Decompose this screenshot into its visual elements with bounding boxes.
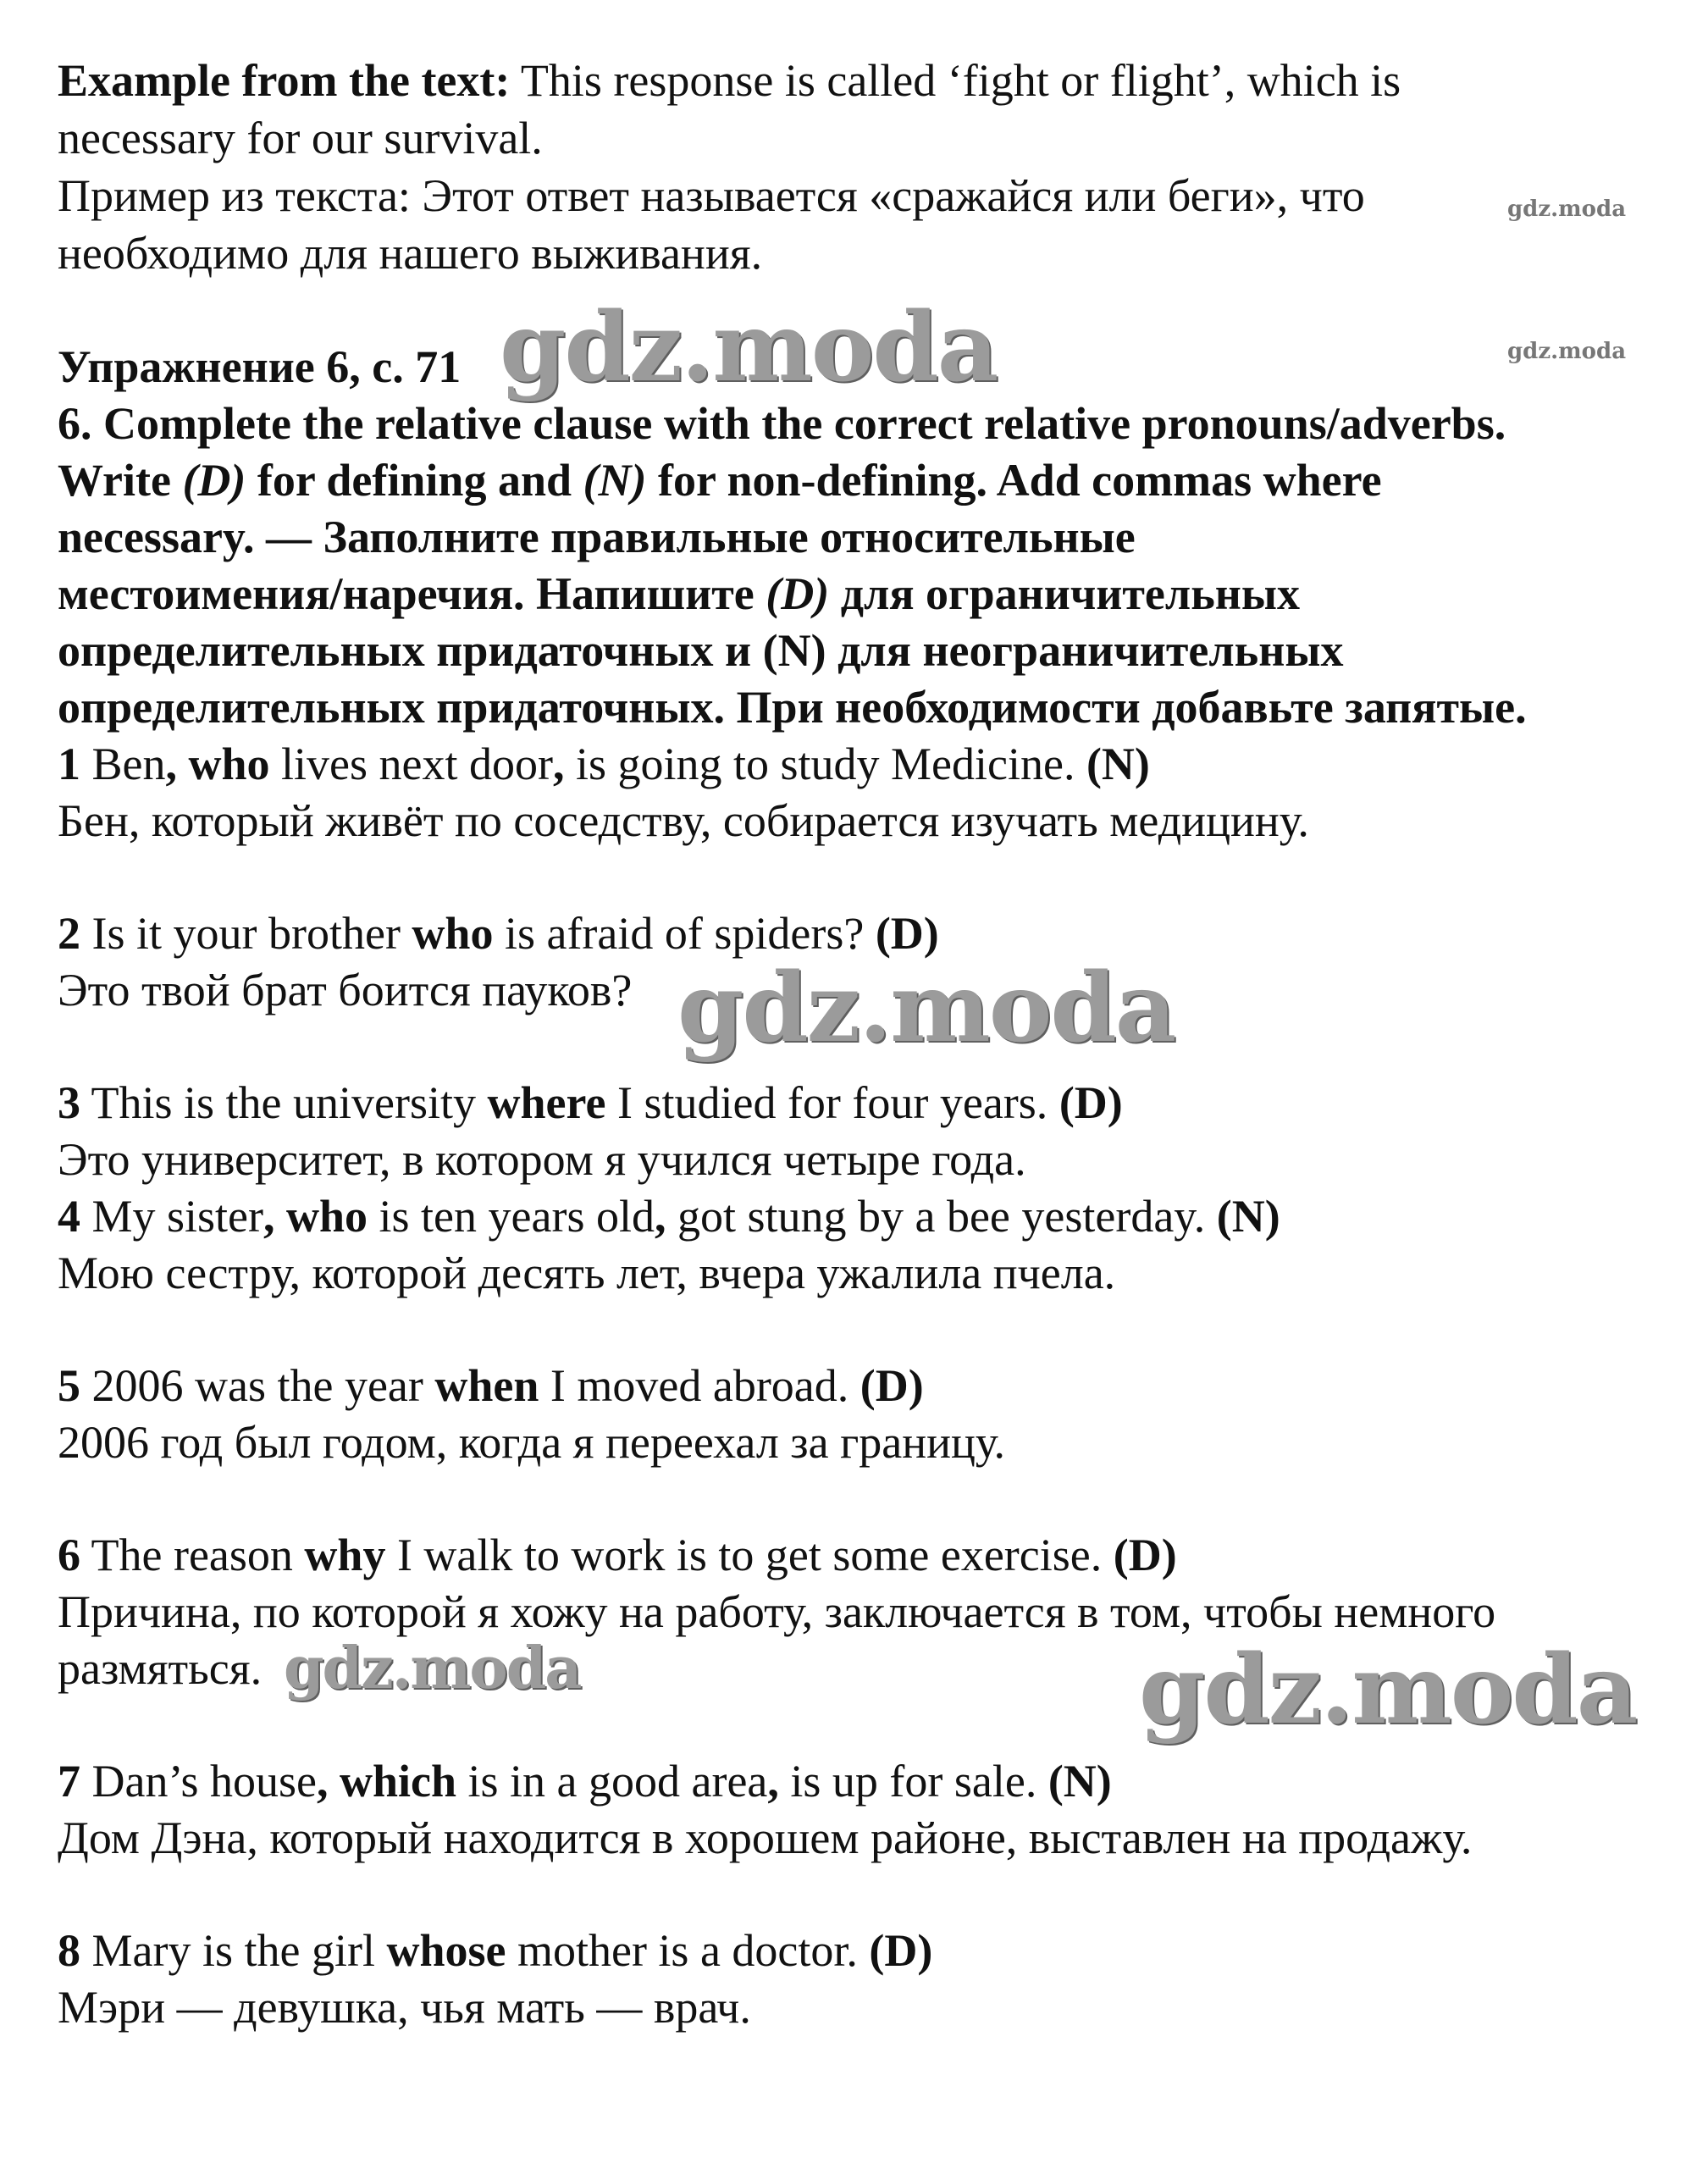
item-6-en — [58, 1527, 1177, 1583]
item-3-num: 3 — [58, 1077, 80, 1128]
task-line-2 — [58, 452, 1382, 508]
item-7-en — [58, 1753, 1112, 1809]
item-2-keyword: who — [412, 908, 494, 959]
item-5-p1: 2006 was the year — [80, 1360, 435, 1411]
item-4-tag: (N) — [1216, 1191, 1280, 1242]
item-6-ru: Причина, по которой я хожу на работу, заключается в том, чтобы немного — [58, 1586, 1496, 1637]
item-5-keyword: when — [434, 1360, 539, 1411]
item-6-num: 6 — [58, 1530, 80, 1580]
item-5-tag: (D) — [860, 1360, 924, 1411]
item-3-p1: This is the university — [80, 1077, 488, 1128]
example-label: Example from the text: — [58, 55, 511, 106]
example-text-1: This response is called ‘fight or flight’, which is — [510, 55, 1401, 106]
item-5-ru: 2006 год был годом, когда я переехал за границу. — [58, 1417, 1005, 1468]
watermark-big-3: gdz.moda — [284, 1635, 581, 1702]
item-3-keyword: where — [487, 1077, 606, 1128]
item-7-num: 7 — [58, 1756, 80, 1807]
item-1-en — [58, 736, 1150, 792]
task-line-2-d: (D) — [182, 455, 246, 506]
item-8-tag: (D) — [869, 1925, 933, 1976]
item-2-ru: Это твой брат боится пауков? — [58, 965, 633, 1015]
task-line-3: necessary. — Заполните правильные относительные — [58, 512, 1136, 562]
item-8-p1: Mary is the girl — [80, 1925, 387, 1976]
item-4-keyword: , who — [263, 1191, 368, 1242]
item-1-comma: , — [552, 739, 565, 789]
item-2-num: 2 — [58, 908, 80, 959]
watermark-small-1: gdz.moda — [1507, 196, 1627, 222]
item-3-p2: I studied for four years. — [605, 1077, 1059, 1128]
task-line-6: определительных придаточных. При необходимости добавьте запятые. — [58, 682, 1527, 733]
item-6-p2: I walk to work is to get some exercise. — [385, 1530, 1114, 1580]
item-5-num: 5 — [58, 1360, 80, 1411]
item-5-p2: I moved abroad. — [539, 1360, 860, 1411]
item-6-ru-2: размяться. — [58, 1643, 263, 1694]
item-8-p2: mother is a doctor. — [506, 1925, 870, 1976]
example-ru-1: Пример из текста: Этот ответ называется «сражайся или беги», что — [58, 170, 1365, 221]
item-1-keyword: , who — [165, 739, 270, 789]
item-4-ru: Мою сестру, которой десять лет, вчера ужалила пчела. — [58, 1248, 1116, 1298]
task-line-4-d: (D) — [766, 568, 830, 619]
item-4-p2: is ten years old — [368, 1191, 655, 1242]
task-line-4-a: местоимения/наречия. Напишите — [58, 568, 766, 619]
item-8-en — [58, 1923, 932, 1978]
item-8-ru: Мэри — девушка, чья мать — врач. — [58, 1982, 751, 2033]
item-7-p3: is up for sale. — [778, 1756, 1048, 1807]
task-line-1: 6. Complete the relative clause with the correct relative pronouns/adverbs. — [58, 398, 1506, 449]
item-3-ru: Это университет, в котором я учился четыре года. — [58, 1134, 1026, 1185]
example-ru-2: необходимо для нашего выживания. — [58, 228, 763, 279]
item-1-num: 1 — [58, 739, 80, 789]
task-line-4 — [58, 566, 1300, 622]
item-4-p1: My sister — [80, 1191, 263, 1242]
item-1-p3: is going to study Medicine. — [564, 739, 1086, 789]
example-line-2: necessary for our survival. — [58, 113, 543, 163]
item-1-ru: Бен, который живёт по соседству, собирается изучать медицину. — [58, 795, 1309, 846]
item-8-keyword: whose — [386, 1925, 506, 1976]
watermark-small-2: gdz.moda — [1507, 339, 1627, 364]
item-7-p2: is in a good area — [456, 1756, 768, 1807]
exercise-heading: Упражнение 6, с. 71 — [58, 341, 462, 392]
watermark-big-4: gdz.moda — [1139, 1635, 1637, 1746]
item-1-p1: Ben — [80, 739, 166, 789]
task-line-2-b: for defining and — [246, 455, 583, 506]
item-2-p2: is afraid of spiders? — [493, 908, 876, 959]
item-2-p1: Is it your brother — [80, 908, 412, 959]
task-line-4-b: для ограничительных — [829, 568, 1301, 619]
watermark-big-1: gdz.moda — [500, 292, 998, 403]
item-7-ru: Дом Дэна, который находится в хорошем районе, выставлен на продажу. — [58, 1812, 1473, 1863]
item-7-keyword: , which — [316, 1756, 457, 1807]
item-7-p1: Dan’s house — [80, 1756, 317, 1807]
watermark-big-2: gdz.moda — [677, 953, 1175, 1064]
task-line-2-a: Write — [58, 455, 183, 506]
item-6-keyword: why — [304, 1530, 386, 1580]
item-3-en — [58, 1075, 1123, 1131]
item-1-tag: (N) — [1086, 739, 1150, 789]
item-4-en — [58, 1188, 1280, 1244]
example-line-1 — [58, 53, 1401, 108]
item-4-num: 4 — [58, 1191, 80, 1242]
task-line-2-c: for non-defining. Add commas where — [646, 455, 1382, 506]
item-8-num: 8 — [58, 1925, 80, 1976]
item-2-tag: (D) — [875, 908, 939, 959]
item-6-p1: The reason — [80, 1530, 305, 1580]
task-line-5: определительных придаточных и (N) для неограничительных — [58, 625, 1344, 676]
item-1-p2: lives next door — [269, 739, 553, 789]
task-line-2-n: (N) — [583, 455, 647, 506]
item-7-tag: (N) — [1047, 1756, 1112, 1807]
item-3-tag: (D) — [1059, 1077, 1123, 1128]
item-5-en — [58, 1358, 924, 1414]
item-6-tag: (D) — [1113, 1530, 1177, 1580]
item-4-comma: , — [654, 1191, 666, 1242]
item-4-p3: got stung by a bee yesterday. — [666, 1191, 1217, 1242]
item-7-comma: , — [767, 1756, 779, 1807]
